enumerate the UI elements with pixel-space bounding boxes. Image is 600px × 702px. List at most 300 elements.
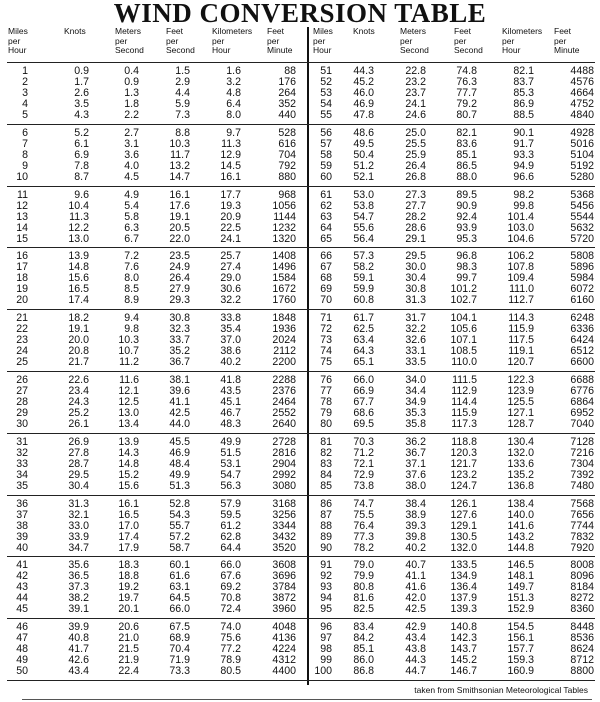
left-cell-mps: 22.4: [118, 665, 139, 678]
left-cell-kph: 33.8: [220, 312, 241, 325]
left-cell-mph: 44: [16, 592, 28, 605]
left-cell-mps: 8.9: [124, 294, 139, 307]
left-cell-fps: 45.5: [169, 435, 190, 448]
left-cell-knots: 4.3: [74, 109, 89, 121]
left-cell-knots: 6.9: [74, 148, 89, 161]
table-row: [0, 77, 600, 88]
right-cell-kph: 122.3: [507, 374, 534, 386]
right-cell-fps: 139.3: [450, 603, 477, 616]
right-cell-mph: 93: [320, 581, 332, 594]
right-cell-fps: 90.9: [456, 199, 477, 212]
right-cell-fps: 123.2: [450, 468, 477, 481]
right-cell-fps: 107.1: [450, 334, 477, 347]
right-cell-knots: 46.9: [353, 98, 374, 110]
left-cell-mph: 30: [16, 418, 28, 430]
right-cell-mph: 87: [320, 508, 332, 521]
left-cell-fps: 14.7: [169, 170, 190, 183]
left-cell-fps: 35.2: [169, 345, 190, 358]
left-cell-fps: 51.3: [169, 479, 190, 492]
left-cell-fpm: 264: [278, 87, 296, 99]
left-cell-kph: 72.4: [220, 603, 241, 616]
right-cell-mph: 53: [320, 87, 332, 99]
right-cell-fpm: 8360: [570, 603, 594, 616]
left-cell-fpm: 1232: [272, 221, 296, 234]
right-cell-kph: 152.9: [507, 603, 534, 616]
right-cell-knots: 73.8: [353, 479, 374, 492]
right-cell-kph: 125.5: [507, 396, 534, 408]
left-cell-knots: 33.0: [68, 519, 89, 532]
left-cell-mph: 7: [22, 137, 28, 150]
left-cell-knots: 37.3: [68, 581, 89, 594]
right-cell-kph: 112.7: [508, 294, 534, 307]
header-right-fpm: Feet per Minute: [554, 26, 580, 55]
right-cell-mps: 26.8: [405, 170, 426, 183]
right-cell-knots: 58.2: [353, 261, 374, 274]
right-cell-mph: 59: [320, 159, 332, 172]
right-cell-mps: 25.0: [405, 126, 426, 139]
left-cell-mph: 15: [16, 232, 28, 245]
left-cell-fpm: 2728: [272, 435, 296, 448]
right-cell-fps: 121.7: [450, 457, 477, 470]
right-cell-knots: 62.5: [353, 323, 374, 336]
left-cell-mps: 14.3: [118, 446, 139, 459]
left-cell-mph: 12: [16, 199, 28, 212]
right-cell-fps: 143.7: [450, 643, 477, 656]
right-cell-knots: 78.2: [353, 541, 374, 554]
left-cell-fpm: 2200: [272, 356, 296, 369]
left-cell-mps: 20.1: [118, 603, 139, 616]
right-cell-knots: 61.7: [353, 312, 374, 325]
right-cell-mps: 34.9: [405, 396, 426, 408]
right-cell-knots: 86.0: [353, 654, 374, 667]
left-cell-mps: 15.6: [118, 479, 139, 492]
right-cell-kph: 154.5: [507, 621, 534, 634]
left-cell-fps: 29.3: [169, 294, 190, 307]
right-cell-mph: 78: [320, 396, 332, 408]
right-cell-knots: 72.9: [353, 468, 374, 481]
left-cell-kph: 6.4: [226, 98, 241, 110]
right-cell-knots: 83.4: [353, 621, 374, 634]
left-cell-fps: 52.8: [169, 497, 190, 510]
right-cell-fpm: 8096: [570, 570, 594, 583]
right-cell-mps: 38.9: [405, 508, 426, 521]
bottom-rule: [22, 699, 592, 700]
left-cell-fps: 55.7: [169, 519, 190, 532]
left-cell-fps: 38.1: [169, 374, 190, 386]
right-cell-fpm: 7480: [570, 479, 594, 492]
right-cell-mps: 27.3: [405, 188, 426, 201]
right-cell-mph: 83: [320, 457, 332, 470]
left-cell-mph: 16: [16, 250, 28, 263]
left-cell-kph: 38.6: [220, 345, 241, 358]
right-cell-fpm: 7216: [570, 446, 594, 459]
right-cell-mps: 32.6: [405, 334, 426, 347]
left-cell-fpm: 2024: [272, 334, 296, 347]
left-cell-mph: 24: [16, 345, 28, 358]
left-cell-fps: 2.9: [175, 76, 190, 88]
right-cell-mph: 66: [320, 250, 332, 263]
left-cell-knots: 7.8: [74, 159, 89, 172]
left-cell-knots: 24.3: [68, 396, 89, 408]
left-cell-knots: 21.7: [68, 356, 89, 369]
header-left-mph: Miles per Hour: [8, 26, 28, 55]
right-cell-mps: 30.8: [405, 283, 426, 296]
right-cell-kph: 115.9: [508, 323, 534, 336]
left-cell-fpm: 3432: [272, 530, 296, 543]
left-cell-mph: 37: [16, 508, 28, 521]
left-cell-knots: 3.5: [74, 98, 89, 110]
right-cell-fps: 118.8: [451, 435, 477, 448]
right-cell-mph: 100: [314, 665, 332, 678]
right-cell-mps: 28.2: [405, 210, 426, 223]
left-cell-mph: 21: [16, 312, 28, 325]
left-cell-fpm: 352: [278, 98, 296, 110]
right-cell-mph: 62: [320, 199, 332, 212]
header-right-fps: Feet per Second: [454, 26, 483, 55]
left-cell-fpm: 1672: [272, 283, 296, 296]
right-cell-kph: 128.7: [507, 418, 534, 430]
right-cell-mps: 31.3: [405, 294, 426, 307]
table-row: [0, 99, 600, 110]
left-cell-mph: 47: [16, 632, 28, 645]
right-cell-fpm: 8272: [570, 592, 594, 605]
right-cell-fps: 93.9: [456, 221, 477, 234]
left-cell-mps: 21.5: [118, 643, 139, 656]
header-left-fpm: Feet per Minute: [267, 26, 293, 55]
right-cell-mps: 23.2: [405, 76, 426, 88]
left-cell-mps: 5.8: [124, 210, 139, 223]
right-cell-knots: 70.3: [353, 435, 374, 448]
right-cell-knots: 48.6: [353, 126, 374, 139]
left-cell-fps: 4.4: [175, 87, 190, 99]
left-cell-mps: 16.5: [118, 508, 139, 521]
left-cell-knots: 10.4: [68, 199, 89, 212]
left-cell-mph: 35: [16, 479, 28, 492]
right-cell-fps: 145.2: [450, 654, 477, 667]
right-cell-mph: 85: [320, 479, 332, 492]
left-cell-knots: 40.8: [68, 632, 89, 645]
right-cell-mph: 51: [320, 65, 332, 77]
right-cell-mps: 42.9: [405, 621, 426, 634]
page-title: WIND CONVERSION TABLE: [113, 0, 487, 28]
right-cell-kph: 133.6: [507, 457, 534, 470]
left-cell-fps: 22.0: [169, 232, 190, 245]
left-cell-mph: 11: [17, 188, 28, 201]
right-cell-knots: 64.3: [353, 345, 374, 358]
left-cell-fps: 27.9: [169, 283, 190, 296]
right-cell-fps: 102.7: [450, 294, 477, 307]
left-cell-fps: 41.1: [169, 396, 190, 408]
right-cell-kph: 130.4: [507, 435, 534, 448]
left-cell-mps: 17.9: [118, 541, 139, 554]
right-cell-mps: 36.2: [405, 435, 426, 448]
right-cell-mph: 71: [320, 312, 332, 325]
left-cell-mph: 38: [16, 519, 28, 532]
right-cell-mph: 94: [320, 592, 332, 605]
right-cell-knots: 67.7: [353, 396, 374, 408]
left-cell-mps: 6.7: [124, 232, 139, 245]
table-row: [0, 357, 600, 368]
right-cell-mph: 97: [320, 632, 332, 645]
left-cell-kph: 59.5: [220, 508, 241, 521]
right-cell-mps: 28.6: [405, 221, 426, 234]
left-cell-fps: 54.3: [169, 508, 190, 521]
table-row: [0, 499, 600, 510]
right-cell-kph: 141.6: [507, 519, 534, 532]
right-cell-kph: 101.4: [507, 210, 534, 223]
left-cell-mph: 23: [16, 334, 28, 347]
right-cell-fpm: 7832: [570, 530, 594, 543]
left-cell-fpm: 440: [278, 109, 296, 121]
left-cell-fps: 64.5: [169, 592, 190, 605]
right-cell-kph: 159.3: [507, 654, 534, 667]
left-cell-knots: 18.2: [68, 312, 89, 325]
right-cell-mph: 88: [320, 519, 332, 532]
left-cell-kph: 22.5: [220, 221, 241, 234]
right-cell-fpm: 6688: [570, 374, 594, 386]
right-cell-fpm: 5368: [570, 188, 594, 201]
left-cell-mps: 2.7: [124, 126, 139, 139]
right-cell-knots: 81.6: [353, 592, 374, 605]
right-cell-knots: 63.4: [353, 334, 374, 347]
right-cell-kph: 88.5: [513, 109, 534, 121]
right-cell-fpm: 4928: [570, 126, 594, 139]
right-cell-fpm: 6776: [570, 385, 594, 397]
left-cell-knots: 36.5: [68, 570, 89, 583]
left-cell-mph: 43: [16, 581, 28, 594]
left-cell-kph: 32.2: [220, 294, 241, 307]
left-cell-kph: 29.0: [220, 272, 241, 285]
group-separator: [7, 618, 595, 619]
left-cell-mph: 19: [16, 283, 28, 296]
left-cell-mps: 9.4: [124, 312, 139, 325]
right-cell-kph: 148.1: [507, 570, 534, 583]
left-cell-fps: 30.8: [169, 312, 190, 325]
left-cell-fpm: 792: [278, 159, 296, 172]
right-cell-fpm: 8624: [570, 643, 594, 656]
right-cell-knots: 80.8: [353, 581, 374, 594]
left-cell-knots: 16.5: [68, 283, 89, 296]
left-cell-kph: 62.8: [220, 530, 241, 543]
right-cell-mps: 39.8: [405, 530, 426, 543]
left-cell-fpm: 2376: [272, 385, 296, 397]
right-cell-kph: 149.7: [507, 581, 534, 594]
right-cell-fpm: 7656: [570, 508, 594, 521]
right-cell-mps: 29.1: [405, 232, 426, 245]
right-cell-mps: 33.5: [405, 356, 426, 369]
left-cell-mps: 5.4: [124, 199, 139, 212]
column-headers: [0, 27, 600, 63]
left-cell-mph: 36: [16, 497, 28, 510]
left-cell-kph: 51.5: [220, 446, 241, 459]
left-cell-mph: 1: [22, 65, 28, 77]
left-cell-kph: 35.4: [220, 323, 241, 336]
right-cell-fpm: 5104: [570, 148, 594, 161]
group-separator: [7, 247, 595, 248]
left-cell-mph: 5: [22, 109, 28, 121]
right-cell-mph: 79: [320, 407, 332, 419]
left-cell-kph: 61.2: [220, 519, 241, 532]
left-cell-mph: 22: [16, 323, 28, 336]
left-cell-mph: 6: [22, 126, 28, 139]
left-cell-knots: 1.7: [74, 76, 89, 88]
right-cell-fps: 129.1: [450, 519, 477, 532]
right-cell-mph: 63: [320, 210, 332, 223]
left-cell-knots: 43.4: [68, 665, 89, 678]
left-cell-mph: 14: [16, 221, 28, 234]
right-cell-fpm: 6864: [570, 396, 594, 408]
left-cell-kph: 20.9: [220, 210, 241, 223]
left-cell-knots: 42.6: [68, 654, 89, 667]
right-cell-mph: 81: [320, 435, 332, 448]
left-cell-mph: 26: [16, 374, 28, 386]
left-cell-mps: 0.9: [124, 76, 139, 88]
right-cell-mps: 35.3: [405, 407, 426, 419]
group-separator: [7, 62, 595, 63]
left-cell-mph: 4: [22, 98, 28, 110]
right-cell-fpm: 6600: [570, 356, 594, 369]
left-cell-mph: 39: [16, 530, 28, 543]
right-cell-fpm: 8800: [570, 665, 594, 678]
right-cell-mph: 65: [320, 232, 332, 245]
right-cell-kph: 111.0: [509, 283, 534, 296]
right-cell-knots: 85.1: [353, 643, 374, 656]
left-cell-fpm: 1760: [272, 294, 296, 307]
left-cell-mph: 45: [16, 603, 28, 616]
left-cell-knots: 32.1: [68, 508, 89, 521]
left-cell-mph: 48: [16, 643, 28, 656]
left-cell-kph: 3.2: [226, 76, 241, 88]
right-cell-fps: 132.0: [450, 541, 477, 554]
left-cell-fps: 61.6: [169, 570, 190, 583]
left-cell-fps: 24.9: [169, 261, 190, 274]
right-cell-fps: 146.7: [450, 665, 477, 678]
right-cell-fps: 101.2: [450, 283, 477, 296]
header-left-fps: Feet per Second: [166, 26, 195, 55]
right-cell-knots: 86.8: [353, 665, 374, 678]
right-cell-knots: 44.3: [353, 65, 374, 77]
left-cell-mps: 7.6: [124, 261, 139, 274]
table-row: [0, 161, 600, 172]
left-cell-fps: 17.6: [169, 199, 190, 212]
left-cell-fpm: 3344: [272, 519, 296, 532]
table-row: [0, 172, 600, 183]
left-cell-kph: 24.1: [220, 232, 241, 245]
left-cell-mps: 11.2: [119, 356, 139, 369]
right-cell-mph: 77: [320, 385, 332, 397]
left-cell-fpm: 528: [278, 126, 296, 139]
right-cell-fps: 114.4: [451, 396, 477, 408]
right-cell-kph: 140.0: [507, 508, 534, 521]
right-cell-fpm: 7304: [570, 457, 594, 470]
right-cell-fpm: 7920: [570, 541, 594, 554]
right-cell-mph: 69: [320, 283, 332, 296]
right-cell-mps: 24.6: [405, 109, 426, 121]
left-cell-mps: 13.0: [118, 407, 139, 419]
left-cell-fps: 19.1: [169, 210, 190, 223]
left-cell-kph: 8.0: [226, 109, 241, 121]
left-cell-knots: 22.6: [68, 374, 89, 386]
left-cell-mps: 19.2: [118, 581, 139, 594]
right-cell-kph: 86.9: [513, 98, 534, 110]
left-cell-knots: 38.2: [68, 592, 89, 605]
right-cell-kph: 138.4: [507, 497, 534, 510]
right-cell-mph: 70: [320, 294, 332, 307]
right-cell-fpm: 6952: [570, 407, 594, 419]
right-cell-kph: 117.5: [508, 334, 534, 347]
left-cell-fpm: 3256: [272, 508, 296, 521]
right-cell-fpm: 5720: [570, 232, 594, 245]
left-cell-mps: 9.8: [124, 323, 139, 336]
right-cell-mph: 72: [320, 323, 332, 336]
right-cell-mps: 40.7: [405, 559, 426, 572]
right-cell-mps: 37.6: [405, 468, 426, 481]
table-row: [0, 419, 600, 430]
right-cell-fpm: 6424: [570, 334, 594, 347]
left-cell-kph: 14.5: [220, 159, 241, 172]
left-cell-kph: 30.6: [220, 283, 241, 296]
right-cell-mph: 89: [320, 530, 332, 543]
right-cell-mph: 67: [320, 261, 332, 274]
right-cell-fpm: 8712: [570, 654, 594, 667]
right-cell-fpm: 5280: [570, 170, 594, 183]
left-cell-kph: 69.2: [220, 581, 241, 594]
right-cell-mph: 58: [320, 148, 332, 161]
left-cell-kph: 37.0: [220, 334, 241, 347]
right-cell-knots: 79.0: [353, 559, 374, 572]
right-cell-kph: 109.4: [507, 272, 534, 285]
right-cell-kph: 91.7: [513, 137, 534, 150]
left-cell-fpm: 3080: [272, 479, 296, 492]
table-row: [0, 223, 600, 234]
header-left-mps: Meters per Second: [115, 26, 144, 55]
right-cell-kph: 132.0: [507, 446, 534, 459]
left-cell-kph: 53.1: [220, 457, 241, 470]
left-cell-fpm: 2816: [272, 446, 296, 459]
left-cell-knots: 6.1: [74, 137, 89, 150]
left-cell-fps: 33.7: [169, 334, 190, 347]
right-cell-knots: 75.5: [353, 508, 374, 521]
right-cell-mph: 55: [320, 109, 332, 121]
right-cell-knots: 52.1: [353, 170, 374, 183]
left-cell-mph: 29: [16, 407, 28, 419]
right-cell-mph: 91: [320, 559, 332, 572]
right-cell-kph: 127.1: [507, 407, 534, 419]
right-cell-mps: 36.7: [405, 446, 426, 459]
left-cell-mps: 21.0: [118, 632, 139, 645]
left-cell-knots: 25.2: [68, 407, 89, 419]
left-cell-mps: 14.8: [118, 457, 139, 470]
right-cell-fps: 85.1: [456, 148, 477, 161]
left-cell-knots: 23.4: [68, 385, 89, 397]
left-cell-fpm: 3960: [272, 603, 296, 616]
right-cell-fps: 110.0: [451, 356, 477, 369]
left-cell-mph: 28: [16, 396, 28, 408]
left-cell-mph: 25: [16, 356, 28, 369]
right-cell-fps: 136.4: [450, 581, 477, 594]
right-cell-fps: 79.2: [456, 98, 477, 110]
right-cell-kph: 146.5: [507, 559, 534, 572]
left-cell-fps: 73.3: [169, 665, 190, 678]
left-cell-kph: 78.9: [220, 654, 241, 667]
left-cell-fpm: 4048: [272, 621, 296, 634]
left-cell-fps: 46.9: [169, 446, 190, 459]
table-row: [0, 66, 600, 77]
left-cell-kph: 43.5: [220, 385, 241, 397]
left-cell-fpm: 1144: [273, 210, 296, 223]
left-cell-knots: 17.4: [68, 294, 89, 307]
left-cell-fps: 26.4: [169, 272, 190, 285]
